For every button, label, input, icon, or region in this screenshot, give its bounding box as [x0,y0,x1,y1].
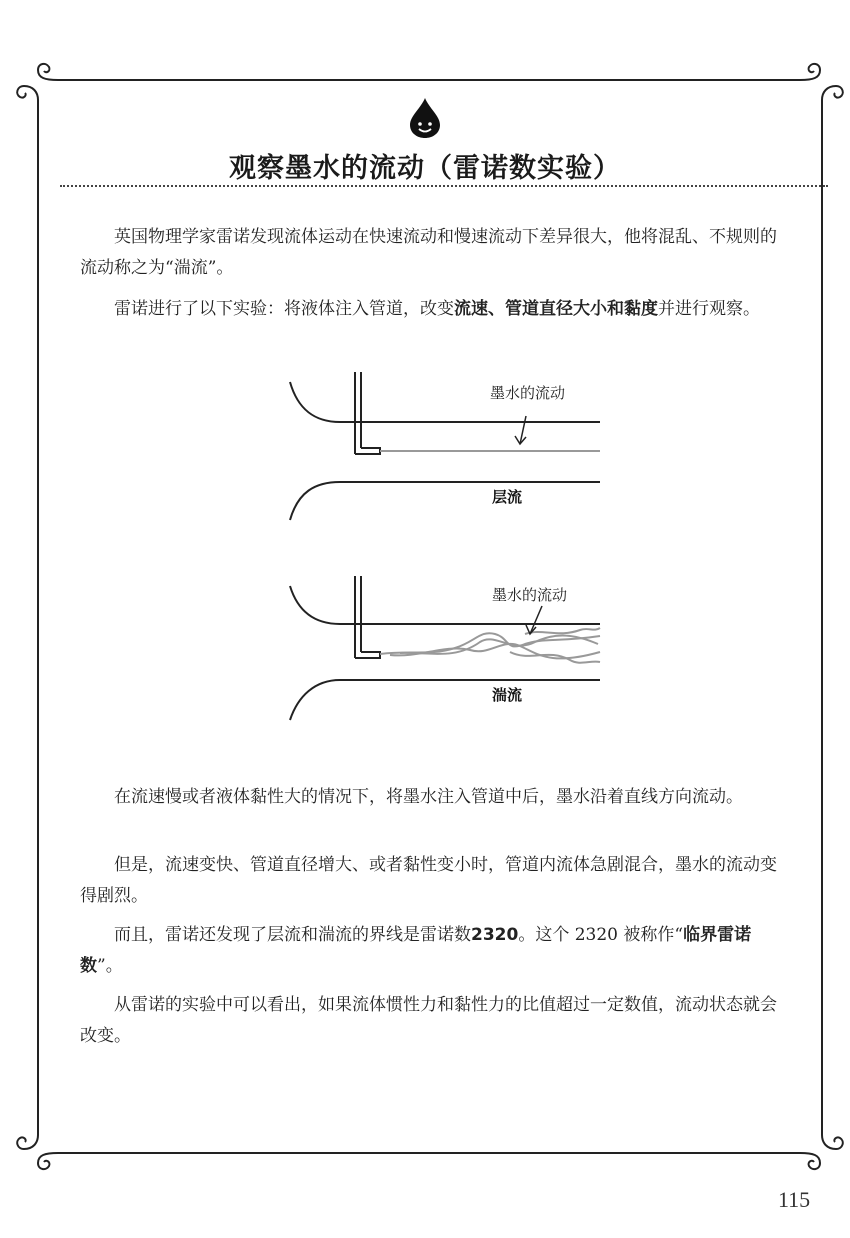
paragraph-text: ”。 [97,956,123,976]
turbulent-caption: 湍流 [492,686,523,704]
page-number: 115 [778,1187,811,1212]
paragraph-critical [80,920,792,982]
annotation-arrow [526,606,542,634]
paragraph-text: 而且，雷诺还发现了层流和湍流的界线是雷诺数 [114,925,471,945]
pipe-bottom-wall [290,482,600,520]
title-icon-wrap [0,96,850,140]
ink-flow-label: 墨水的流动 [490,384,566,402]
ink-stream-turbulent [380,628,600,663]
annotation-arrow [515,416,526,444]
emphasis-number: 2320 [471,925,519,945]
paragraph-text: 并进行观察。 [658,299,760,319]
title-divider [60,185,828,187]
paragraph-conclusion: 从雷诺的实验中可以看出，如果流体惯性力和黏性力的比值超过一定数值，流动状态就会改变。 [80,995,777,1046]
turbulent-flow-diagram [280,572,610,724]
paragraph-intro: 英国物理学家雷诺发现流体运动在快速流动和慢速流动下差异很大，他将混乱、不规则的流动称之为“湍流”。 [80,227,777,278]
paragraph-turbulent: 但是，流速变快、管道直径增大、或者黏性变小时，管道内流体急剧混合，墨水的流动变得剧烈。 [80,855,777,906]
page-title: 观察墨水的流动（雷诺数实验） [229,153,621,184]
paragraph-experiment [80,294,792,325]
paragraph-text: 雷诺进行了以下实验：将液体注入管道，改变 [114,299,454,319]
laminar-flow-diagram [280,370,610,530]
paragraph-laminar: 在流速慢或者液体黏性大的情况下，将墨水注入管道中后，墨水沿着直线方向流动。 [114,787,743,807]
pipe-bottom-wall [290,680,600,720]
paragraph-text: 。这个 2320 被称作“ [518,925,684,945]
laminar-caption: 层流 [492,488,523,506]
ink-drop-smiley-icon [407,96,443,140]
emphasis-text: 流速、管道直径大小和黏度 [454,299,658,319]
ink-flow-label: 墨水的流动 [492,586,568,604]
emphasis-text: 临界雷诺数 [80,925,752,976]
